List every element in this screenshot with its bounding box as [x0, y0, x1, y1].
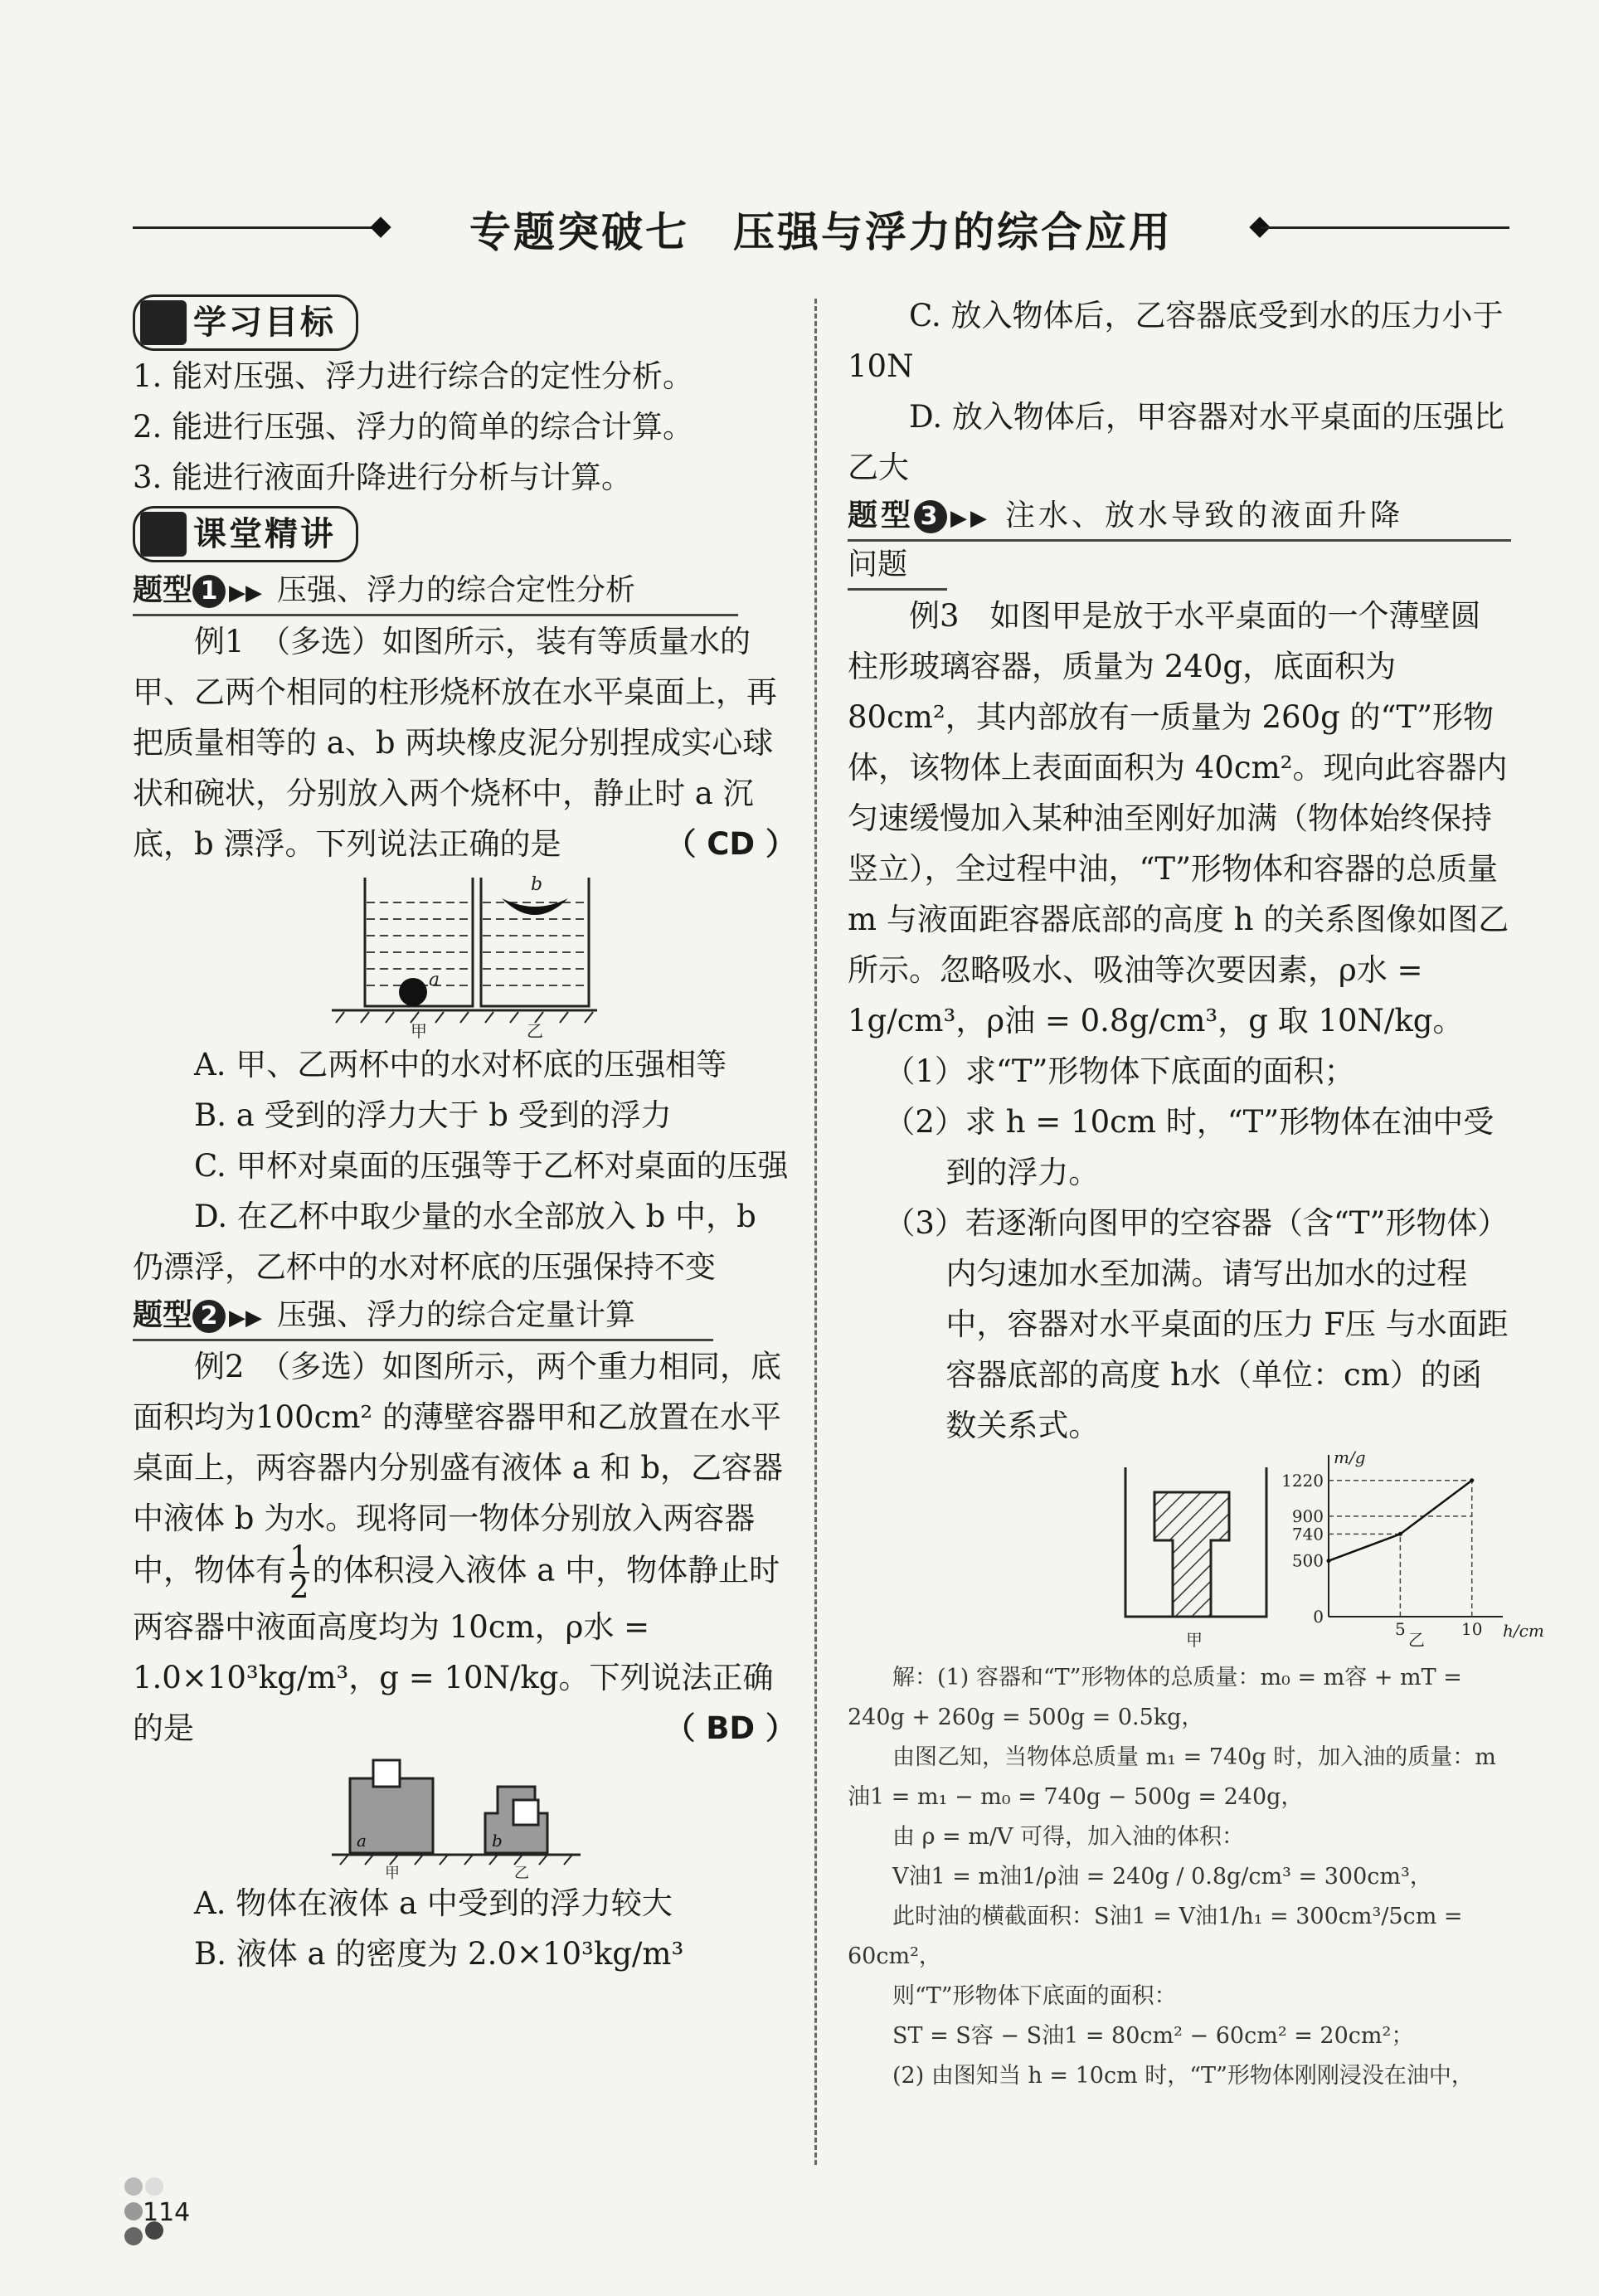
ex1-option: B. a 受到的浮力大于 b 受到的浮力 [194, 1097, 672, 1133]
ex2-answer: （ BD ） [664, 1710, 796, 1746]
label-b: b [492, 1831, 503, 1851]
lecture-label: 课堂精讲 [193, 515, 336, 553]
qtype-number: 3 [914, 500, 947, 533]
y-tick-label: 0 [1313, 1607, 1324, 1627]
solution-line: 则“T”形物体下底面的面积： [892, 1983, 1177, 2009]
qtype-text: 压强、浮力的综合定性分析 [277, 573, 636, 607]
ex2-option: A. 物体在液体 a 中受到的浮力较大 [194, 1885, 673, 1921]
y-tick-label: 740 [1291, 1524, 1324, 1544]
ex1-option: D. 在乙杯中取少量的水全部放入 b 中，b 仍漂浮，乙杯中的水对杯底的压强保持不变 [133, 1199, 756, 1285]
t-object [1154, 1492, 1229, 1617]
data-point [1327, 1559, 1331, 1563]
ex1-stem: 例1 （多选）如图所示，装有等质量水的甲、乙两个相同的柱形烧杯放在水平桌面上，再把质量相等的 a、b 两块橡皮泥分别捏成实心球状和碗状，分别放入两个烧杯中，静止时 a 沉底，b 漂浮。下列说法正确的是 （ CD ） [133, 616, 796, 869]
block-jia [373, 1760, 400, 1787]
page-number: 114 [143, 2198, 191, 2227]
ex3-figure [848, 1447, 1544, 1650]
goal-item: 1. 能对压强、浮力进行综合的定性分析。 [133, 358, 694, 394]
ex3-q1: （1）求“T”形物体下底面的面积； [884, 1053, 1355, 1089]
ex3-stem: 例3 如图甲是放于水平桌面的一个薄壁圆柱形玻璃容器，质量为 240g，底面积为 80cm²，其内部放有一质量为 260g 的“T”形物体，该物体上表面面积为 40cm²。现向此容器内匀速缓慢加入某种油至刚好加满（物体始终保持竖立），全过程中油，“T”形物体和容器的总质量 m 与液面距容器底部的高度 h 的关系图像如图乙所示。忽略吸水、吸油等次要因素，ρ水 = 1g/cm³，ρ油 = 0.8g/cm³，g 取 10N/kg。 [848, 598, 1509, 1039]
ex1-figure [133, 869, 796, 1039]
ex1-option: C. 甲杯对桌面的压强等于乙杯对桌面的压强 [194, 1148, 789, 1184]
left-column [133, 294, 796, 1979]
hex-decoration [124, 2202, 143, 2221]
solution-line: ST = S容 − S油1 = 80cm² − 60cm² = 20cm²； [892, 2023, 1414, 2049]
ex2-stem: 例2 （多选）如图所示，两个重力相同，底面积均为100cm² 的薄壁容器甲和乙放置在水平桌面上，两容器内分别盛有液体 a 和 b，乙容器中液体 b 为水。现将同一物体分别放入两容器中，物体有 $\frac{1}{2}$ 的体积浸入液体 a 中，物体静止时两容器中液面高度均为 10cm，ρ水 = 1.0×10³kg/m³，g = 10N/kg。下列说法正确的是 （ BD ） [133, 1341, 796, 1754]
pencil-icon [140, 512, 187, 557]
right-column [848, 290, 1544, 2096]
title-diamond-left [370, 216, 391, 237]
qtype-1-header [133, 567, 738, 616]
label-yi: 乙 [1408, 1630, 1425, 1650]
goals-label: 学习目标 [193, 304, 336, 342]
qtype-text: 压强、浮力的综合定量计算 [277, 1298, 636, 1332]
label-jia: 甲 [385, 1865, 400, 1882]
y-axis-label: m/g [1334, 1447, 1366, 1467]
label-b: b [531, 874, 543, 895]
x-axis-label: h/cm [1503, 1621, 1544, 1641]
label-yi: 乙 [527, 1021, 543, 1041]
title-rule-right [1261, 226, 1509, 229]
qtype-3-cont: 问题 [848, 542, 947, 591]
goals-badge [133, 294, 358, 351]
qtype-number: 2 [192, 1300, 226, 1333]
qtype-tag: 题型 [133, 573, 193, 607]
label-a: a [357, 1831, 367, 1851]
ex2-figure [133, 1754, 796, 1882]
qtype-2-header [133, 1292, 713, 1341]
page-title: 专题突破七 压强与浮力的综合应用 [469, 207, 1173, 256]
hex-decoration [124, 2227, 143, 2245]
bowl-b [502, 898, 568, 915]
data-point [1398, 1532, 1402, 1536]
ex2-option: C. 放入物体后，乙容器底受到水的压力小于 10N [848, 298, 1504, 384]
goal-item: 2. 能进行压强、浮力的简单的综合计算。 [133, 409, 694, 445]
block-yi [513, 1800, 538, 1825]
label-a: a [429, 970, 440, 990]
mass-height-chart [1281, 1447, 1544, 1641]
hex-decoration [145, 2177, 163, 2196]
lecture-badge [133, 506, 358, 562]
x-tick-label: 10 [1461, 1619, 1483, 1639]
data-point [1470, 1478, 1474, 1482]
y-tick-label: 500 [1291, 1550, 1324, 1571]
ball-a [399, 978, 427, 1006]
solution-line: 由 ρ = m/V 可得，加入油的体积： [892, 1824, 1245, 1850]
ex1-option: A. 甲、乙两杯中的水对杯底的压强相等 [194, 1047, 727, 1082]
solution-line: 此时油的横截面积：S油1 = V油1/h₁ = 300cm³/5cm = 60cm²， [848, 1904, 1463, 1969]
study-icon [140, 300, 187, 345]
qtype-tag: 题型 [133, 1298, 193, 1332]
qtype-number: 1 [192, 575, 226, 608]
ex3-q2: （2）求 h = 10cm 时，“T”形物体在油中受到的浮力。 [884, 1104, 1495, 1190]
hex-decoration [124, 2177, 143, 2196]
ex2-option: B. 液体 a 的密度为 2.0×10³kg/m³ [194, 1936, 684, 1972]
ex1-answer: （ CD ） [665, 826, 796, 862]
label-yi: 乙 [514, 1865, 529, 1882]
double-arrow-icon: ▶▶ [229, 1306, 263, 1330]
y-tick-label: 1220 [1281, 1470, 1324, 1491]
solution-line: 解：(1) 容器和“T”形物体的总质量：m₀ = m容 + mT = 240g + 260g = 500g = 0.5kg， [848, 1665, 1462, 1730]
label-jia: 甲 [411, 1021, 427, 1041]
solution-line: V油1 = m油1/ρ油 = 240g / 0.8g/cm³ = 300cm³， [892, 1864, 1432, 1890]
fraction-half: $\frac{1}{2}$ [289, 1540, 309, 1605]
solution-line: 由图乙知，当物体总质量 m₁ = 740g 时，加入油的质量：m油1 = m₁ − m₀ = 740g − 500g = 240g， [848, 1744, 1496, 1810]
label-jia: 甲 [1186, 1630, 1203, 1650]
solution-block [848, 1658, 1511, 2096]
title-rule-left [133, 226, 382, 229]
x-tick-label: 5 [1394, 1619, 1406, 1639]
qtype-tag: 题型 [848, 499, 915, 533]
y-tick-label: 900 [1291, 1506, 1324, 1526]
qtype-3-header [848, 493, 1511, 542]
column-divider [814, 299, 817, 2165]
qtype-text: 注水、放水导致的液面升降 [1005, 499, 1404, 533]
double-arrow-icon: ▶▶ [950, 506, 991, 531]
goal-item: 3. 能进行液面升降进行分析与计算。 [133, 460, 633, 495]
ex3-q3: （3）若逐渐向图甲的空容器（含“T”形物体）内匀速加水至加满。请写出加水的过程中，容器对水平桌面的压力 F压 与水面距容器底部的高度 h水（单位：cm）的函数关系式。 [884, 1205, 1509, 1443]
beaker-yi [481, 878, 589, 1006]
ex2-option: D. 放入物体后，甲容器对水平桌面的压强比乙大 [848, 399, 1504, 485]
solution-line: (2) 由图知当 h = 10cm 时，“T”形物体刚刚浸没在油中， [892, 2063, 1474, 2089]
double-arrow-icon: ▶▶ [229, 581, 263, 606]
